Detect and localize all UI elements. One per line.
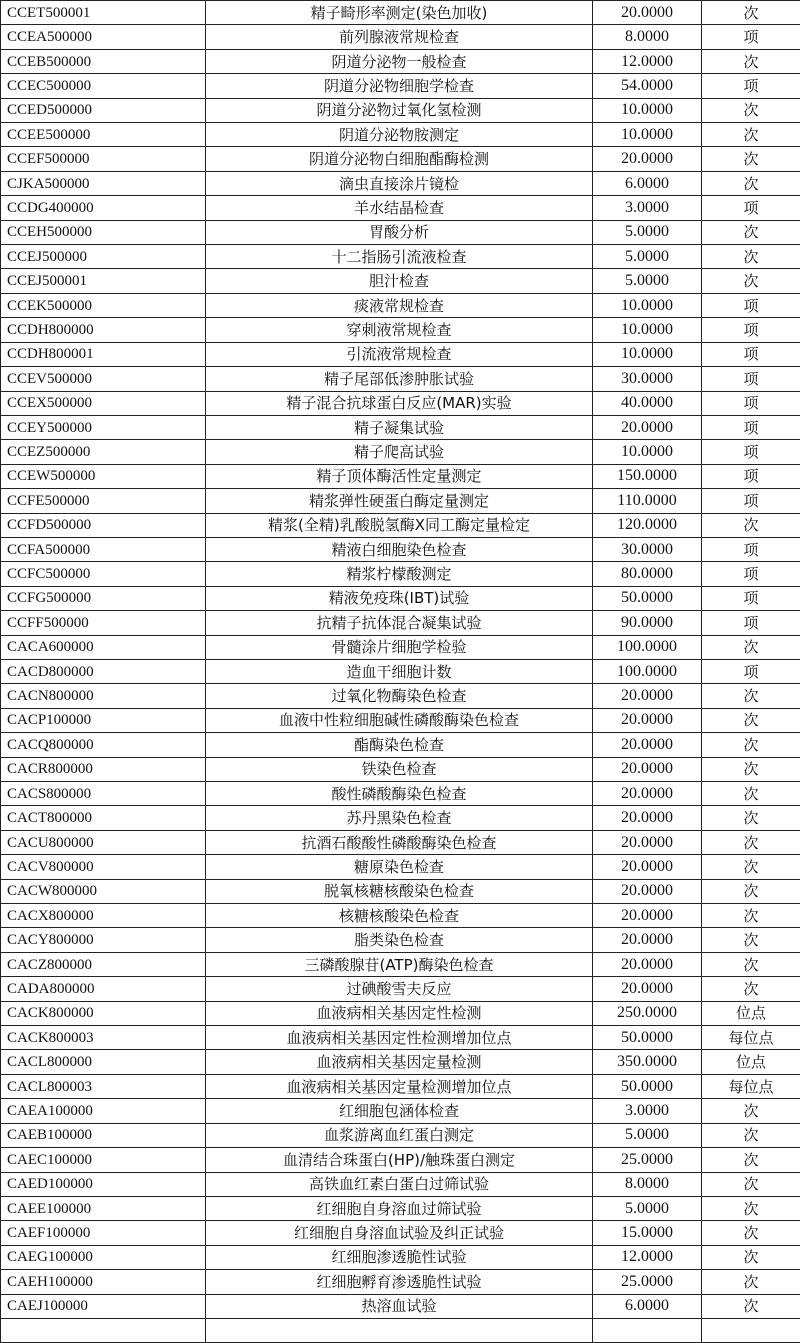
item-name-cell: 十二指肠引流液检查 (206, 245, 593, 269)
item-name-cell: 阴道分泌物过氧化氢检测 (206, 98, 593, 122)
item-price-cell: 50.0000 (593, 1074, 702, 1098)
item-code-cell: CAEJ100000 (1, 1294, 206, 1318)
item-unit-cell: 次 (702, 879, 800, 903)
item-name-cell: 三磷酸腺苷(ATP)酶染色检查 (206, 952, 593, 976)
item-code-cell: CACA600000 (1, 635, 206, 659)
item-name-cell: 精浆(全精)乳酸脱氢酶X同工酶定量检定 (206, 513, 593, 537)
table-row (1, 635, 800, 659)
item-unit-cell: 次 (702, 220, 800, 244)
item-unit-cell: 次 (702, 757, 800, 781)
table-row (1, 415, 800, 439)
table-row (1, 74, 800, 98)
table-row (1, 708, 800, 732)
item-price-cell: 10.0000 (593, 123, 702, 147)
item-code-cell: CCEW500000 (1, 464, 206, 488)
item-unit-cell (702, 1318, 800, 1342)
item-unit-cell: 次 (702, 1221, 800, 1245)
table-row (1, 342, 800, 366)
item-code-cell: CACN800000 (1, 684, 206, 708)
item-price-cell: 5.0000 (593, 1123, 702, 1147)
item-code-cell: CCEF500000 (1, 147, 206, 171)
item-name-cell: 精子尾部低渗肿胀试验 (206, 367, 593, 391)
table-row (1, 220, 800, 244)
item-name-cell: 红细胞包涵体检查 (206, 1099, 593, 1123)
item-name-cell: 阴道分泌物细胞学检查 (206, 74, 593, 98)
table-row (1, 1294, 800, 1318)
item-price-cell: 80.0000 (593, 562, 702, 586)
item-price-cell: 50.0000 (593, 1026, 702, 1050)
item-name-cell: 酸性磷酸酶染色检查 (206, 782, 593, 806)
item-name-cell: 羊水结晶检查 (206, 196, 593, 220)
item-code-cell: CCEY500000 (1, 415, 206, 439)
item-name-cell: 铁染色检查 (206, 757, 593, 781)
table-row (1, 611, 800, 635)
item-price-cell: 12.0000 (593, 49, 702, 73)
item-name-cell: 热溶血试验 (206, 1294, 593, 1318)
item-name-cell: 精浆柠檬酸测定 (206, 562, 593, 586)
item-unit-cell: 位点 (702, 1001, 800, 1025)
item-code-cell: CCEJ500001 (1, 269, 206, 293)
item-code-cell: CAED100000 (1, 1172, 206, 1196)
item-code-cell: CCEX500000 (1, 391, 206, 415)
table-row (1, 440, 800, 464)
item-price-cell: 3.0000 (593, 1099, 702, 1123)
table-row (1, 98, 800, 122)
item-unit-cell: 次 (702, 49, 800, 73)
item-unit-cell: 项 (702, 489, 800, 513)
item-name-cell: 引流液常规检查 (206, 342, 593, 366)
item-name-cell: 血液病相关基因定量检测 (206, 1050, 593, 1074)
item-unit-cell: 每位点 (702, 1074, 800, 1098)
item-price-cell: 10.0000 (593, 98, 702, 122)
item-price-cell: 10.0000 (593, 342, 702, 366)
table-row (1, 562, 800, 586)
item-code-cell: CACY800000 (1, 928, 206, 952)
item-name-cell: 红细胞孵育渗透脆性试验 (206, 1270, 593, 1294)
item-price-cell: 20.0000 (593, 904, 702, 928)
item-price-cell: 8.0000 (593, 1172, 702, 1196)
item-code-cell: CACL800000 (1, 1050, 206, 1074)
item-price-cell: 20.0000 (593, 147, 702, 171)
item-unit-cell: 次 (702, 1099, 800, 1123)
item-name-cell: 核糖核酸染色检查 (206, 904, 593, 928)
item-code-cell: CAEA100000 (1, 1099, 206, 1123)
item-name-cell: 精子爬高试验 (206, 440, 593, 464)
item-name-cell: 精液免疫珠(IBT)试验 (206, 586, 593, 610)
item-price-cell: 100.0000 (593, 659, 702, 683)
item-price-cell: 20.0000 (593, 830, 702, 854)
item-unit-cell: 次 (702, 977, 800, 1001)
item-unit-cell: 次 (702, 708, 800, 732)
item-unit-cell: 次 (702, 733, 800, 757)
item-unit-cell: 次 (702, 806, 800, 830)
item-code-cell: CCFA500000 (1, 537, 206, 561)
item-code-cell: CCEB500000 (1, 49, 206, 73)
item-price-cell: 50.0000 (593, 586, 702, 610)
table-row (1, 1074, 800, 1098)
item-price-cell: 20.0000 (593, 708, 702, 732)
item-name-cell: 精子畸形率测定(染色加收) (206, 1, 593, 25)
item-unit-cell: 次 (702, 123, 800, 147)
item-code-cell: CACU800000 (1, 830, 206, 854)
item-code-cell: CACV800000 (1, 855, 206, 879)
item-unit-cell: 次 (702, 635, 800, 659)
item-code-cell: CAEB100000 (1, 1123, 206, 1147)
item-code-cell: CACP100000 (1, 708, 206, 732)
item-name-cell: 血液中性粒细胞碱性磷酸酶染色检查 (206, 708, 593, 732)
item-code-cell: CCFE500000 (1, 489, 206, 513)
table-row (1, 1221, 800, 1245)
item-unit-cell: 次 (702, 1245, 800, 1269)
item-price-cell: 250.0000 (593, 1001, 702, 1025)
item-unit-cell: 项 (702, 415, 800, 439)
item-price-cell: 6.0000 (593, 1294, 702, 1318)
item-price-cell: 150.0000 (593, 464, 702, 488)
item-unit-cell: 项 (702, 464, 800, 488)
table-row (1, 513, 800, 537)
table-row (1, 1026, 800, 1050)
item-price-cell: 20.0000 (593, 952, 702, 976)
item-unit-cell: 项 (702, 367, 800, 391)
item-price-cell: 90.0000 (593, 611, 702, 635)
table-row (1, 1245, 800, 1269)
table-row (1, 1148, 800, 1172)
item-unit-cell: 次 (702, 171, 800, 195)
table-row (1, 123, 800, 147)
item-code-cell: CACK800003 (1, 1026, 206, 1050)
item-price-cell: 30.0000 (593, 537, 702, 561)
item-name-cell: 红细胞渗透脆性试验 (206, 1245, 593, 1269)
item-name-cell: 穿刺液常规检查 (206, 318, 593, 342)
item-price-cell: 20.0000 (593, 757, 702, 781)
table-row (1, 1318, 800, 1342)
item-price-cell: 40.0000 (593, 391, 702, 415)
item-unit-cell: 项 (702, 318, 800, 342)
item-unit-cell: 次 (702, 1270, 800, 1294)
item-price-cell: 20.0000 (593, 879, 702, 903)
item-price-cell: 20.0000 (593, 977, 702, 1001)
item-name-cell: 糖原染色检查 (206, 855, 593, 879)
item-price-cell: 20.0000 (593, 1, 702, 25)
item-code-cell: CCDH800001 (1, 342, 206, 366)
item-name-cell: 红细胞自身溶血过筛试验 (206, 1196, 593, 1220)
item-price-cell: 5.0000 (593, 220, 702, 244)
item-name-cell: 血液病相关基因定性检测 (206, 1001, 593, 1025)
table-row (1, 1001, 800, 1025)
item-code-cell: CCDG400000 (1, 196, 206, 220)
table-row (1, 952, 800, 976)
item-price-cell (593, 1318, 702, 1342)
table-row (1, 904, 800, 928)
item-name-cell: 抗精子抗体混合凝集试验 (206, 611, 593, 635)
item-name-cell: 过氧化物酶染色检查 (206, 684, 593, 708)
item-price-cell: 20.0000 (593, 684, 702, 708)
item-price-cell: 20.0000 (593, 733, 702, 757)
table-row (1, 977, 800, 1001)
item-unit-cell: 次 (702, 1123, 800, 1147)
item-name-cell: 精子混合抗球蛋白反应(MAR)实验 (206, 391, 593, 415)
item-price-cell: 110.0000 (593, 489, 702, 513)
item-unit-cell: 次 (702, 855, 800, 879)
item-name-cell: 精浆弹性硬蛋白酶定量测定 (206, 489, 593, 513)
item-code-cell: CACD800000 (1, 659, 206, 683)
item-unit-cell: 项 (702, 659, 800, 683)
table-row (1, 1123, 800, 1147)
item-name-cell: 阴道分泌物白细胞酯酶检测 (206, 147, 593, 171)
item-unit-cell: 项 (702, 586, 800, 610)
item-unit-cell: 位点 (702, 1050, 800, 1074)
item-name-cell: 胃酸分析 (206, 220, 593, 244)
table-row (1, 269, 800, 293)
table-row (1, 171, 800, 195)
item-name-cell: 血清结合珠蛋白(HP)/触珠蛋白测定 (206, 1148, 593, 1172)
table-row (1, 367, 800, 391)
item-code-cell: CACS800000 (1, 782, 206, 806)
item-price-cell: 10.0000 (593, 293, 702, 317)
item-price-cell: 3.0000 (593, 196, 702, 220)
table-row (1, 318, 800, 342)
item-name-cell: 脱氧核糖核酸染色检查 (206, 879, 593, 903)
table-row (1, 879, 800, 903)
item-name-cell: 红细胞自身溶血试验及纠正试验 (206, 1221, 593, 1245)
item-price-cell: 20.0000 (593, 415, 702, 439)
item-name-cell: 精液白细胞染色检查 (206, 537, 593, 561)
item-code-cell: CJKA500000 (1, 171, 206, 195)
item-price-cell: 350.0000 (593, 1050, 702, 1074)
item-price-cell: 25.0000 (593, 1270, 702, 1294)
item-unit-cell: 项 (702, 74, 800, 98)
item-name-cell: 高铁血红素白蛋白过筛试验 (206, 1172, 593, 1196)
item-price-cell: 30.0000 (593, 367, 702, 391)
item-unit-cell: 次 (702, 269, 800, 293)
item-price-cell: 5.0000 (593, 245, 702, 269)
item-unit-cell: 每位点 (702, 1026, 800, 1050)
item-name-cell: 造血干细胞计数 (206, 659, 593, 683)
item-code-cell: CAEG100000 (1, 1245, 206, 1269)
item-price-cell: 5.0000 (593, 1196, 702, 1220)
table-row (1, 293, 800, 317)
table-row (1, 684, 800, 708)
table-row (1, 1, 800, 25)
item-code-cell: CADA800000 (1, 977, 206, 1001)
item-unit-cell: 项 (702, 611, 800, 635)
item-price-cell: 8.0000 (593, 25, 702, 49)
item-code-cell: CCEA500000 (1, 25, 206, 49)
item-name-cell: 阴道分泌物一般检查 (206, 49, 593, 73)
item-code-cell: CCFC500000 (1, 562, 206, 586)
item-price-cell: 10.0000 (593, 318, 702, 342)
table-row (1, 928, 800, 952)
table-row (1, 855, 800, 879)
item-unit-cell: 次 (702, 782, 800, 806)
item-unit-cell: 项 (702, 537, 800, 561)
item-unit-cell: 次 (702, 1196, 800, 1220)
item-code-cell: CCEZ500000 (1, 440, 206, 464)
item-name-cell: 血液病相关基因定性检测增加位点 (206, 1026, 593, 1050)
table-row (1, 1270, 800, 1294)
table-row (1, 733, 800, 757)
item-code-cell: CACW800000 (1, 879, 206, 903)
item-name-cell: 血浆游离血红蛋白测定 (206, 1123, 593, 1147)
item-unit-cell: 次 (702, 1172, 800, 1196)
item-name-cell (206, 1318, 593, 1342)
item-code-cell: CAEC100000 (1, 1148, 206, 1172)
item-code-cell: CCED500000 (1, 98, 206, 122)
item-code-cell: CCFF500000 (1, 611, 206, 635)
item-name-cell: 苏丹黑染色检查 (206, 806, 593, 830)
table-row (1, 830, 800, 854)
item-unit-cell: 项 (702, 342, 800, 366)
item-name-cell: 脂类染色检查 (206, 928, 593, 952)
item-unit-cell: 次 (702, 904, 800, 928)
item-code-cell: CCEK500000 (1, 293, 206, 317)
table-row (1, 1172, 800, 1196)
item-name-cell: 抗酒石酸酸性磷酸酶染色检查 (206, 830, 593, 854)
item-name-cell: 血液病相关基因定量检测增加位点 (206, 1074, 593, 1098)
item-price-cell: 54.0000 (593, 74, 702, 98)
item-code-cell: CACR800000 (1, 757, 206, 781)
item-code-cell: CACZ800000 (1, 952, 206, 976)
item-price-cell: 120.0000 (593, 513, 702, 537)
item-code-cell: CCEH500000 (1, 220, 206, 244)
item-price-cell: 20.0000 (593, 928, 702, 952)
item-price-cell: 100.0000 (593, 635, 702, 659)
item-code-cell: CCEE500000 (1, 123, 206, 147)
item-unit-cell: 次 (702, 830, 800, 854)
table-row (1, 806, 800, 830)
item-name-cell: 骨髓涂片细胞学检验 (206, 635, 593, 659)
item-code-cell: CCEJ500000 (1, 245, 206, 269)
item-code-cell: CACX800000 (1, 904, 206, 928)
item-name-cell: 酯酶染色检查 (206, 733, 593, 757)
table-row (1, 147, 800, 171)
item-code-cell: CAEE100000 (1, 1196, 206, 1220)
item-code-cell: CAEH100000 (1, 1270, 206, 1294)
item-unit-cell: 次 (702, 1148, 800, 1172)
item-code-cell (1, 1318, 206, 1342)
table-row (1, 1196, 800, 1220)
item-code-cell: CACK800000 (1, 1001, 206, 1025)
item-price-cell: 5.0000 (593, 269, 702, 293)
item-code-cell: CACT800000 (1, 806, 206, 830)
item-name-cell: 胆汁检查 (206, 269, 593, 293)
item-unit-cell: 项 (702, 25, 800, 49)
table-row (1, 1099, 800, 1123)
item-code-cell: CCDH800000 (1, 318, 206, 342)
item-code-cell: CAEF100000 (1, 1221, 206, 1245)
item-name-cell: 精子凝集试验 (206, 415, 593, 439)
item-unit-cell: 次 (702, 1, 800, 25)
table-row (1, 464, 800, 488)
item-price-cell: 6.0000 (593, 171, 702, 195)
item-price-cell: 12.0000 (593, 1245, 702, 1269)
item-name-cell: 精子顶体酶活性定量测定 (206, 464, 593, 488)
item-unit-cell: 项 (702, 391, 800, 415)
item-unit-cell: 项 (702, 196, 800, 220)
table-row (1, 196, 800, 220)
item-unit-cell: 次 (702, 98, 800, 122)
table-row (1, 49, 800, 73)
item-price-cell: 20.0000 (593, 806, 702, 830)
table-row (1, 391, 800, 415)
price-table-body (1, 1, 800, 1343)
table-row (1, 757, 800, 781)
item-name-cell: 痰液常规检查 (206, 293, 593, 317)
item-code-cell: CCET500001 (1, 1, 206, 25)
item-name-cell: 过碘酸雪夫反应 (206, 977, 593, 1001)
item-unit-cell: 项 (702, 440, 800, 464)
table-row (1, 25, 800, 49)
item-code-cell: CCFD500000 (1, 513, 206, 537)
table-row (1, 245, 800, 269)
item-price-cell: 20.0000 (593, 855, 702, 879)
item-unit-cell: 次 (702, 684, 800, 708)
item-price-cell: 15.0000 (593, 1221, 702, 1245)
item-price-cell: 20.0000 (593, 782, 702, 806)
item-name-cell: 阴道分泌物胺测定 (206, 123, 593, 147)
item-price-cell: 25.0000 (593, 1148, 702, 1172)
item-code-cell: CCEC500000 (1, 74, 206, 98)
table-row (1, 782, 800, 806)
item-unit-cell: 次 (702, 952, 800, 976)
table-row (1, 537, 800, 561)
table-row (1, 489, 800, 513)
table-row (1, 659, 800, 683)
item-code-cell: CACQ800000 (1, 733, 206, 757)
item-unit-cell: 次 (702, 147, 800, 171)
item-unit-cell: 次 (702, 513, 800, 537)
item-name-cell: 前列腺液常规检查 (206, 25, 593, 49)
item-unit-cell: 次 (702, 928, 800, 952)
item-code-cell: CACL800003 (1, 1074, 206, 1098)
item-name-cell: 滴虫直接涂片镜检 (206, 171, 593, 195)
item-price-cell: 10.0000 (593, 440, 702, 464)
item-unit-cell: 项 (702, 293, 800, 317)
item-unit-cell: 次 (702, 1294, 800, 1318)
item-code-cell: CCFG500000 (1, 586, 206, 610)
table-row (1, 586, 800, 610)
item-unit-cell: 项 (702, 562, 800, 586)
table-row (1, 1050, 800, 1074)
item-unit-cell: 次 (702, 245, 800, 269)
item-code-cell: CCEV500000 (1, 367, 206, 391)
